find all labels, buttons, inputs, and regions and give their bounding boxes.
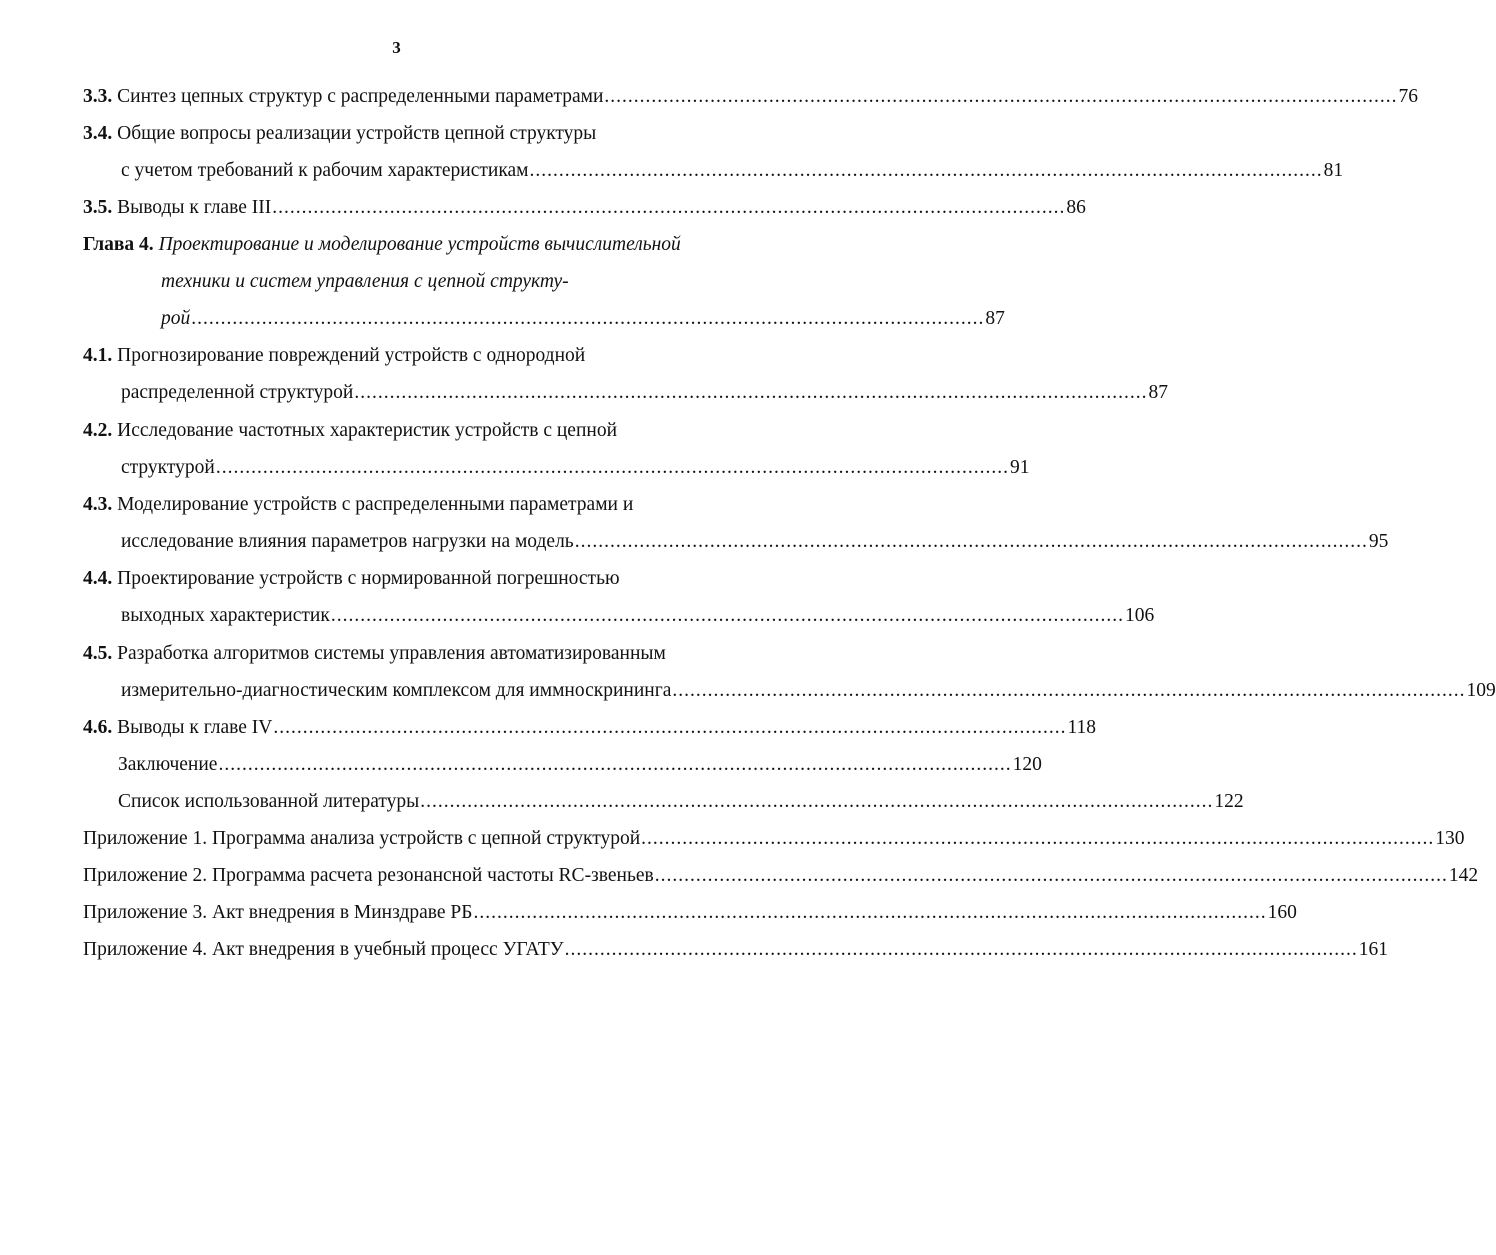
toc-page: 130	[1435, 828, 1465, 849]
toc-entry-4-2-cont	[121, 456, 1030, 480]
dot-leader: .......................................................................................................................................	[273, 717, 1067, 738]
dot-leader: .......................................................................................................................................	[420, 791, 1214, 812]
toc-title: Приложение 4. Акт внедрения в учебный процесс УГАТУ	[83, 939, 564, 960]
toc-chapter-4-cont: техники и систем управления с цепной структу-	[161, 271, 569, 292]
toc-number: 4.5.	[83, 643, 113, 664]
toc-entry-appendix-2	[83, 864, 1479, 888]
dot-leader: .......................................................................................................................................	[215, 457, 1009, 478]
page-number: 3	[392, 38, 401, 57]
dot-leader: .......................................................................................................................................	[604, 86, 1398, 107]
toc-entry-appendix-3	[83, 901, 1297, 925]
dot-leader: .......................................................................................................................................	[272, 197, 1066, 218]
toc-page: 122	[1214, 791, 1244, 812]
toc-page: 161	[1358, 939, 1388, 960]
toc-page: 87	[1148, 382, 1168, 403]
toc-title: Выводы к главе IV	[117, 717, 273, 738]
toc-title: с учетом требований к рабочим характеристикам	[121, 160, 529, 181]
toc-entry-4-6	[83, 716, 1096, 740]
toc-title: Проектирование устройств с нормированной погрешностью	[117, 568, 620, 589]
toc-number: 4.1.	[83, 345, 113, 366]
toc-entry-4-4-cont	[121, 604, 1155, 628]
toc-title: структурой	[121, 457, 215, 478]
toc-title: Исследование частотных характеристик устройств с цепной	[117, 420, 618, 441]
toc-entry-4-1	[83, 344, 585, 368]
toc-page: 95	[1368, 531, 1389, 552]
toc-page: 142	[1448, 865, 1479, 886]
toc-chapter-4	[83, 233, 681, 257]
toc-title: Приложение 1. Программа анализа устройств с цепной структурой	[83, 828, 641, 849]
toc-number: 3.3.	[83, 86, 113, 107]
toc-title: Заключение	[118, 754, 218, 775]
dot-leader: .......................................................................................................................................	[641, 828, 1435, 849]
toc-chapter-4-cont2	[161, 307, 1005, 331]
toc-entry-appendix-1	[83, 827, 1465, 851]
dot-leader: .......................................................................................................................................	[218, 754, 1012, 775]
toc-page: 86	[1066, 197, 1086, 218]
toc-page: 87	[985, 308, 1005, 329]
toc-page: 118	[1067, 717, 1096, 738]
toc-entry-4-1-cont	[121, 381, 1168, 405]
toc-number: 3.5.	[83, 197, 113, 218]
toc-page: 106	[1124, 605, 1155, 626]
toc-entry-conclusion	[118, 753, 1042, 777]
toc-number: Глава 4.	[83, 234, 154, 255]
toc-entry-references	[118, 790, 1244, 814]
dot-leader: .......................................................................................................................................	[529, 160, 1323, 181]
toc-title: Проектирование и моделирование устройств вычислительной	[158, 234, 681, 255]
toc-title: измерительно-диагностическим комплексом для иммноскрининга	[121, 680, 672, 701]
toc-entry-4-5	[83, 642, 666, 666]
toc-title: исследование влияния параметров нагрузки на модель	[121, 531, 574, 552]
dot-leader: .......................................................................................................................................	[191, 308, 985, 329]
toc-title: Общие вопросы реализации устройств цепной структуры	[117, 123, 597, 144]
toc-title: Выводы к главе III	[117, 197, 272, 218]
toc-title: Приложение 3. Акт внедрения в Минздраве РБ	[83, 902, 473, 923]
toc-page: 160	[1267, 902, 1297, 923]
dot-leader: .......................................................................................................................................	[574, 531, 1368, 552]
toc-entry-3-5	[83, 196, 1086, 220]
toc-title: Прогнозирование повреждений устройств с однородной	[117, 345, 586, 366]
toc-entry-4-5-cont	[121, 679, 1496, 703]
toc-page: 109	[1466, 680, 1496, 701]
toc-page: 81	[1323, 160, 1344, 181]
dot-leader: .......................................................................................................................................	[672, 680, 1466, 701]
toc-entry-4-3	[83, 493, 633, 517]
toc-page: 91	[1009, 457, 1030, 478]
dot-leader: .......................................................................................................................................	[354, 382, 1148, 403]
toc-title: рой	[161, 308, 191, 329]
toc-title: Разработка алгоритмов системы управления автоматизированным	[117, 643, 666, 664]
toc-title: Моделирование устройств с распределенными параметрами и	[117, 494, 634, 515]
dot-leader: .......................................................................................................................................	[564, 939, 1358, 960]
toc-entry-3-4	[83, 122, 596, 146]
toc-title: выходных характеристик	[121, 605, 330, 626]
toc-entry-4-2	[83, 419, 617, 443]
toc-title: Приложение 2. Программа расчета резонансной частоты RC-звеньев	[83, 865, 654, 886]
toc-page: 76	[1398, 86, 1419, 107]
toc-title: распределенной структурой	[121, 382, 354, 403]
toc-page: 120	[1012, 754, 1042, 775]
dot-leader: .......................................................................................................................................	[330, 605, 1124, 626]
toc-title: Список использованной литературы	[118, 791, 420, 812]
toc-entry-appendix-4	[83, 938, 1388, 962]
toc-entry-3-3	[83, 85, 1419, 109]
toc-number: 3.4.	[83, 123, 113, 144]
dot-leader: .......................................................................................................................................	[473, 902, 1267, 923]
toc-entry-4-3-cont	[121, 530, 1389, 554]
dot-leader: .......................................................................................................................................	[654, 865, 1448, 886]
toc-number: 4.6.	[83, 717, 113, 738]
toc-number: 4.4.	[83, 568, 113, 589]
toc-number: 4.3.	[83, 494, 113, 515]
toc-entry-3-4-cont	[121, 159, 1344, 183]
toc-title: Синтез цепных структур с распределенными параметрами	[117, 86, 604, 107]
toc-number: 4.2.	[83, 420, 113, 441]
toc-entry-4-4	[83, 567, 620, 591]
